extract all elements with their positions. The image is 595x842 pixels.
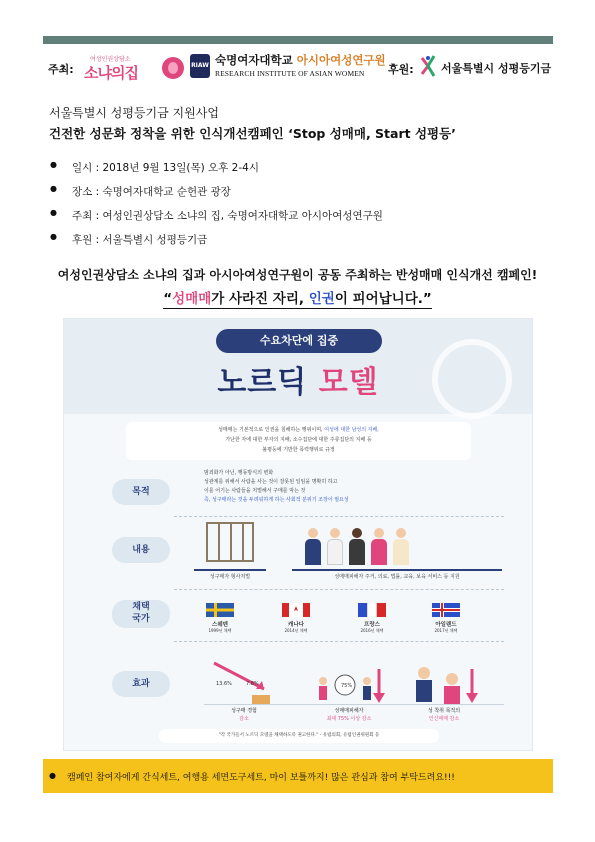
sweden-flag-icon <box>206 603 234 617</box>
organizer-header <box>48 50 553 84</box>
row-label-purpose: 목적 <box>112 479 170 505</box>
event-details <box>50 160 383 256</box>
seoul-fund-logo: 서울특별시 성평등기금 <box>418 52 553 82</box>
purpose-text: 범죄화가 아닌, 행동방식의 변화 성관계를 위해서 사람을 사는 것이 잘못된 일임을 명확히 하고 이를 어기는 사람들을 처벌해서 구매를 막는 것 즉, 성구매라는 것을 두려워하게 하는 사회적 분위기 조장이 필요성 <box>204 470 349 503</box>
detail-venue: ● 장소 : 숙명여자대학교 순헌관 광장 <box>50 184 383 208</box>
announcement: 여성인권상담소 소냐의 집과 아시아여성연구원이 공동 주최하는 반성매매 인식개선 캠페인! <box>57 268 538 282</box>
people-illustration <box>304 526 410 566</box>
campaign-title: 건전한 성문화 정착을 위한 인식개선캠페인 ‘Stop 성매매, Start 성평등’ <box>49 126 456 141</box>
host-label: 주최: <box>48 63 74 76</box>
program-subtitle: 서울특별시 성평등기금 지원사업 <box>49 106 219 120</box>
notice-text: 캠페인 참여자에게 간식세트, 여행용 세면도구세트, 마이 보틀까지! 많은 관심과 참여 부탁드려요!!! <box>67 773 455 783</box>
poster-title: 노르딕 모델 <box>217 365 379 400</box>
trafficking-icon <box>404 659 484 709</box>
divider <box>174 516 504 517</box>
riaw-emblem-icon: RIAW <box>190 54 210 78</box>
detail-date: ● 일시 : 2018년 9월 13일(목) 오후 2-4시 <box>50 160 383 184</box>
slogan-quote: “성매매가 사라진 자리, 인권이 피어납니다.” <box>163 291 432 307</box>
content-right-caption: 성매매피해자 주거, 의료, 법률, 교육, 보육 서비스 등 지원 <box>334 574 460 580</box>
iceland-flag-icon <box>432 603 460 617</box>
row-label-adopted: 채택 국가 <box>112 600 170 628</box>
canada-flag-icon <box>282 603 310 617</box>
poster-pill: 수요차단에 집중 <box>216 329 382 353</box>
detail-host: ● 주최 : 여성인권상담소 소냐의 집, 숙명여자대학교 아시아여성연구원 <box>50 208 383 232</box>
sonya-emblem-icon <box>162 57 184 79</box>
sponsor-label: 후원: <box>388 63 414 76</box>
sonya-logo: 여성인권상담소 소냐의집 <box>84 54 184 82</box>
row-label-effect: 효과 <box>112 671 170 697</box>
row-label-content: 내용 <box>112 537 170 563</box>
poster-footnote: "각 국가들서 노르딕 모델을 채택하도록 권고한다." - 유럽의회, 유럽인권위원회 등 <box>159 729 439 743</box>
content-left-caption: 성구매자 형사처벌 <box>209 574 251 580</box>
divider <box>174 589 504 590</box>
poster-intro: 성매매는 기본적으로 인권을 침해하는 행위이며, 여성에 대한 남성의 지배, 가난한 자에 대한 부자의 지배, 소수집단에 대한 주류집단의 지배 등 불평등에 기반한 폭력행위로 규정 <box>126 422 471 460</box>
jail-bars-icon <box>206 522 254 562</box>
divider <box>174 641 504 642</box>
bullet-icon: ● <box>49 771 56 780</box>
detail-sponsor: ● 후원 : 서울특별시 성평등기금 <box>50 232 383 256</box>
nordic-model-poster: 수요차단에 집중 노르딕 모델 성매매는 기본적으로 인권을 침해하는 행위이며, 여성에 대한 남성의 지배, 가난한 자에 대한 부자의 지배, 소수집단에 대한 주류집단의 지배 등 불평등에 기반한 폭력행위로 규정 목적 범죄화가 아닌, 행동방식의 변화 성관계를 위해서 사람을 사는 것이 잘못된 일임을 명확히 하고 이를 어기는 사람들을 처벌해서 구매를 막는 것 즉, 성구매라는 것을 두려워하게 하는 사회적 분위기 조장이 필요성 내용 성구매자 형사처벌 성매매피해자 주거, 의료, 법률, 교육, 보육 서비스 등 지원 채택 국가 스웨덴 1999년 채택 캐나다 2014년 채택 프랑스 2016년 채택 아일랜드 2017년 채택 효과 13.6% 7.8% 75% 성구매 경험 감소 성매매피해자 최대 75% 이상 감소 성 착취 목적의 인신매매 감소 "각 국가들서 노르딕 모델을 채택하도록 권고한다." - 유럽의회, 유럽인권위원회 등 <box>63 318 533 751</box>
bottom-notice <box>43 759 553 793</box>
seoul-fund-mark-icon <box>418 54 438 78</box>
sookmyung-logo: RIAW 숙명여자대학교 아시아여성연구원 RESEARCH INSTITUTE OF ASIAN WOMEN <box>191 53 386 78</box>
france-flag-icon <box>358 603 386 617</box>
top-accent-bar <box>43 36 553 44</box>
